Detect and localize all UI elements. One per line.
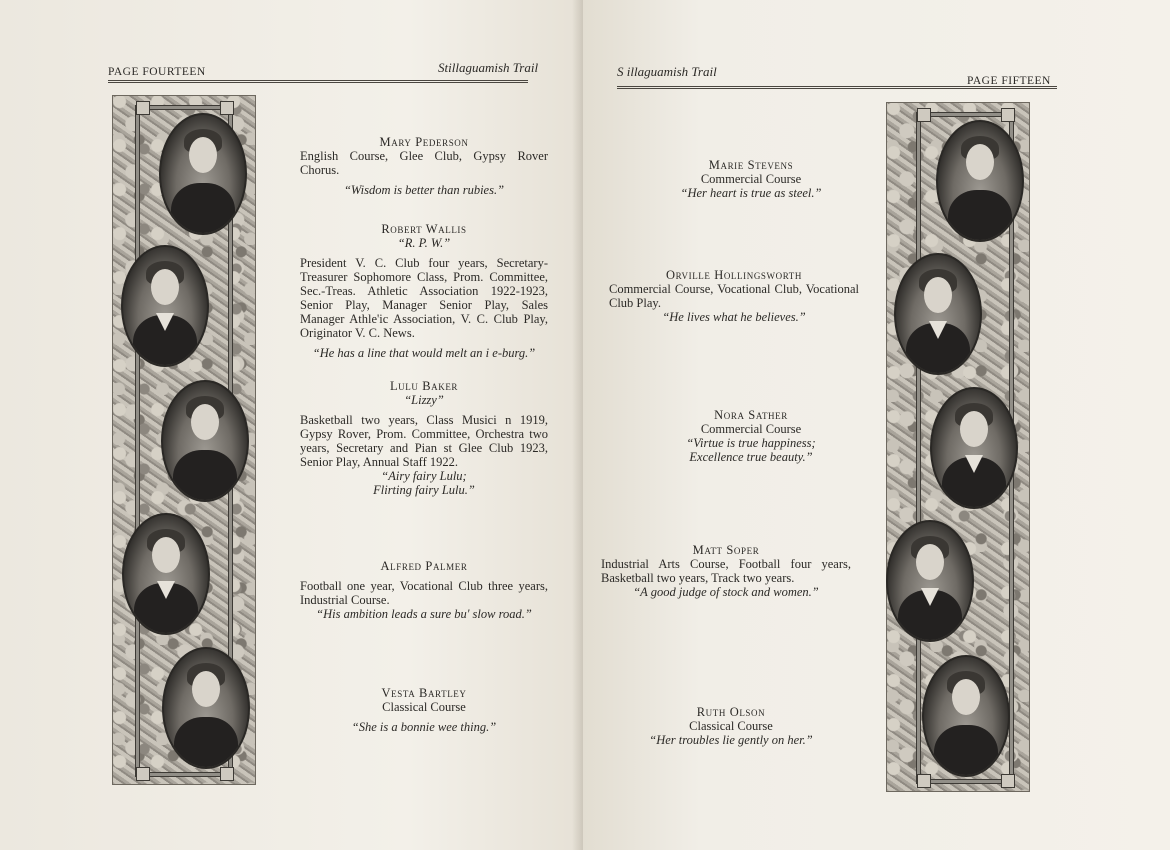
student-name: Alfred Palmer [380,559,468,573]
student-name: Robert Wallis [381,222,467,236]
ornament-icon [136,101,150,115]
student-description: English Course, Glee Club, Gypsy Rover Chorus. [300,149,548,177]
portrait-lulu-baker [161,380,249,502]
entry-orville-hollingsworth [609,268,859,324]
student-description: Classical Course [689,719,773,733]
portrait-alfred-palmer [122,513,210,635]
portrait-nora-sather [930,387,1018,509]
portrait-mary-pederson [159,113,247,235]
student-quote: “He has a line that would melt an i e-burg.” [312,346,536,360]
portrait-orville-hollingsworth [894,253,982,375]
student-name: Nora Sather [714,408,788,422]
student-nickname: “R. P. W.” [397,236,451,250]
student-quote-line-1: “Airy fairy Lulu; [381,469,467,483]
student-quote-line-1: “Virtue is true happiness; [686,436,816,450]
student-quote: “Her heart is true as steel.” [680,186,822,200]
portrait-robert-wallis [121,245,209,367]
portrait-marie-stevens [936,120,1024,242]
ornament-icon [1001,774,1015,788]
student-quote: “His ambition leads a sure bu' slow road.” [316,607,532,621]
ornament-icon [917,108,931,122]
student-quote: “Wisdom is better than rubies.” [343,183,505,197]
student-quote-line-2: Excellence true beauty.” [689,450,813,464]
right-portrait-strip [886,102,1030,792]
left-portrait-strip [112,95,256,785]
right-header-rule [617,86,1057,89]
ornament-icon [136,767,150,781]
entry-alfred-palmer [300,559,548,621]
entry-vesta-bartley [300,686,548,734]
student-description: Basketball two years, Class Musici n 1919, Gypsy Rover, Prom. Committee, Orchestra two years, Secretary and Pian st Glee Club 1923, Senior Play, Annual Staff 1922. [300,413,548,469]
left-page [0,0,583,850]
student-quote: “A good judge of stock and women.” [633,585,819,599]
entry-lulu-baker [300,379,548,497]
student-name: Orville Hollingsworth [665,268,802,282]
ornament-icon [220,767,234,781]
student-name: Lulu Baker [389,379,459,393]
student-description: Commercial Course, Vocational Club, Vocational Club Play. [609,282,859,310]
student-name: Vesta Bartley [381,686,467,700]
student-quote: “He lives what he believes.” [662,310,806,324]
right-page-number: PAGE FIFTEEN [967,75,1051,87]
ornament-icon [1001,108,1015,122]
student-name: Marie Stevens [708,158,794,172]
entry-marie-stevens [631,158,871,200]
student-quote: “Her troubles lie gently on her.” [649,733,813,747]
entry-nora-sather [641,408,861,464]
left-page-number: PAGE FOURTEEN [108,66,206,78]
entry-matt-soper [601,543,851,599]
student-name: Mary Pederson [379,135,469,149]
entry-ruth-olson [621,705,841,747]
entry-mary-pederson [300,135,548,197]
student-name: Matt Soper [692,543,760,557]
student-description: President V. C. Club four years, Secretary-Treasurer Sophomore Class, Prom. Committee, Sec.-Treas. Athletic Association 1922-1923, Senior Play, Manager Senior Play, Sales Manager Athle'ic Association, V. C. Club Play, Originator V. C. News. [300,256,548,340]
student-quote: “She is a bonnie wee thing.” [351,720,497,734]
portrait-ruth-olson [922,655,1010,777]
student-description: Commercial Course [700,422,802,436]
student-description: Commercial Course [700,172,802,186]
student-description: Football one year, Vocational Club three years, Industrial Course. [300,579,548,607]
ornament-icon [917,774,931,788]
left-header-rule [108,80,528,83]
student-description: Industrial Arts Course, Football four years, Basketball two years, Track two years. [601,557,851,585]
student-quote-line-2: Flirting fairy Lulu.” [373,483,475,497]
ornament-icon [220,101,234,115]
right-page [583,0,1170,850]
entry-robert-wallis [300,222,548,360]
student-name: Ruth Olson [696,705,766,719]
student-description: Classical Course [382,700,466,714]
left-running-title: Stillaguamish Trail [438,60,539,75]
portrait-vesta-bartley [162,647,250,769]
student-nickname: “Lizzy” [404,393,444,407]
portrait-matt-soper [886,520,974,642]
right-running-title: S illaguamish Trail [617,64,717,79]
